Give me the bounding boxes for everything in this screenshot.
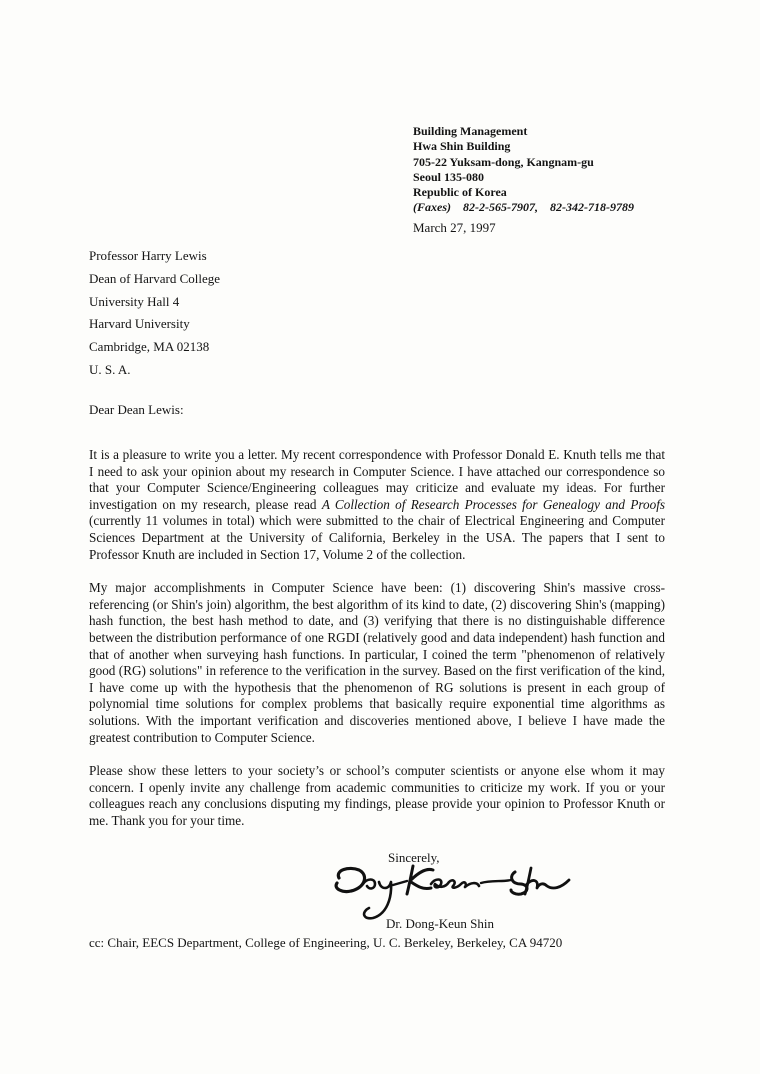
sender-line: Seoul 135-080	[413, 169, 485, 184]
salutation: Dear Dean Lewis:	[89, 402, 184, 417]
closing: Sincerely,	[388, 850, 440, 865]
recipient-line: Dean of Harvard College	[89, 270, 221, 286]
body-paragraph: Please show these letters to your society’s or school’s computer scientists or anyone else whom it may concern. I openly invite any challenge from academic communities to criticize my work. If you or your colleagues reach any conclusions disputing my findings, please provide your opinion to Professor Knuth or me. Thank you for your time.	[89, 763, 665, 828]
body-text-segment: It is a pleasure to write you a letter. My recent correspondence with Professor Donald E. Knuth tells me that I need to ask your opinion about my research in Computer Science. I have attached our correspondence so that your Computer Science/Engineering colleagues may criticize and evaluate my ideas. For further investigation on my research, please read	[89, 447, 665, 512]
sender-line: Building Management	[413, 124, 528, 138]
recipient-line: U. S. A.	[89, 361, 131, 377]
body-paragraph	[89, 447, 665, 563]
fax-number: 82-2-565-7907,	[463, 200, 538, 215]
recipient-line: Professor Harry Lewis	[89, 248, 207, 263]
collection-title: A Collection of Research Processes for Genealogy and Proofs	[321, 496, 665, 512]
sender-line: 705-22 Yuksam-dong, Kangnam-gu	[413, 154, 594, 169]
sender-line: Hwa Shin Building	[413, 139, 511, 154]
body-paragraph: My major accomplishments in Computer Science have been: (1) discovering Shin's massive cross-referencing (or Shin's join) algorithm, the best algorithm of its kind to date, (2) discovering Shin's (mapping) hash function, the best hash method to date, and (3) verifying that there is no distinguishable difference between the distribution performance of one RGDI (relatively good and data independent) hash function and that of another when surveying hash functions. In particular, I coined the term "phenomenon of relatively good (RG) solutions" in reference to the verification in the survey. Based on the first verification of the kind, I have come up with the hypothesis that the phenomenon of RG solutions is present in each group of polynomial time solutions for complex problems that basically require exponential time algorithms as solutions. With the important verification and discoveries mentioned above, I believe I have made the greatest contribution to Computer Science.	[89, 580, 665, 745]
body-text-segment: (currently 11 volumes in total) which were submitted to the chair of Electrical Engineering and Computer Sciences Department at the University of California, Berkeley in the USA. The papers that I sent to Professor Knuth are included in Section 17, Volume 2 of the collection.	[89, 513, 665, 562]
recipient-line: Harvard University	[89, 316, 190, 332]
sender-line: Republic of Korea	[413, 185, 507, 200]
sender-fax-line	[413, 200, 743, 215]
signer-name: Dr. Dong-Keun Shin	[386, 916, 494, 931]
cc-line: cc: Chair, EECS Department, College of Engineering, U. C. Berkeley, Berkeley, CA 94720	[89, 935, 563, 950]
letter-date: March 27, 1997	[413, 220, 496, 235]
letter-body	[89, 447, 665, 846]
fax-number: 82-342-718-9789	[550, 200, 634, 215]
sender-address	[413, 124, 743, 216]
recipient-line: University Hall 4	[89, 293, 180, 309]
recipient-address	[89, 245, 220, 382]
recipient-line: Cambridge, MA 02138	[89, 339, 210, 355]
handwritten-signature	[325, 858, 575, 922]
fax-label: (Faxes)	[413, 200, 451, 215]
